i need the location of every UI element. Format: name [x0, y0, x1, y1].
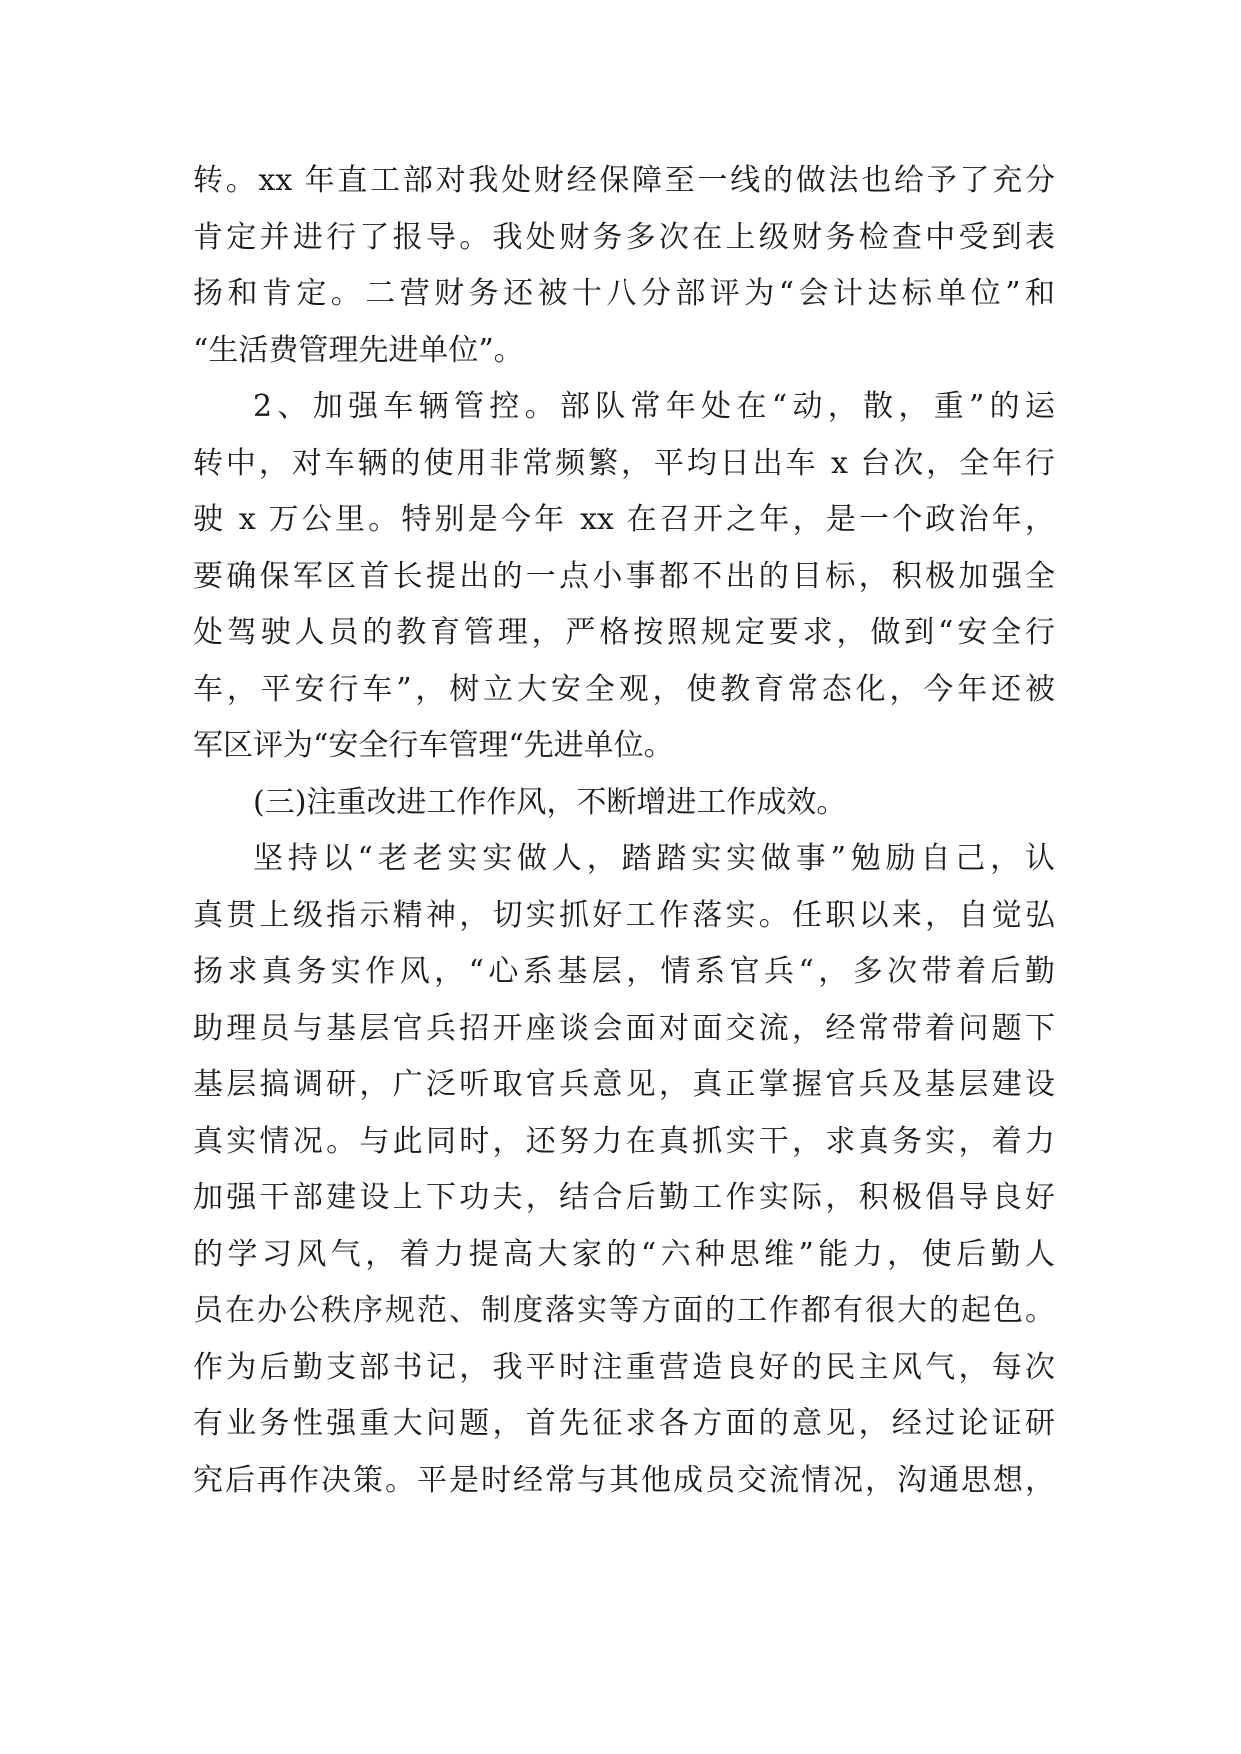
text-line: 基层搞调研，广泛听取官兵意见，真正掌握官兵及基层建设 — [193, 1067, 1055, 1102]
document-body — [193, 153, 1055, 1509]
text-line: “生活费管理先进单位”。 — [193, 332, 524, 368]
text-line: 员在办公秩序规范、制度落实等方面的工作都有很大的起色。 — [193, 1293, 1055, 1328]
text-line: 扬求真务实作风，“心系基层，情系官兵“，多次带着后勤 — [193, 954, 1055, 989]
text-line: 真实情况。与此同时，还努力在真抓实干，求真务实，着力 — [193, 1123, 1055, 1159]
text-line: 坚持以“老老实实做人，踏踏实实做事”勉励自己，认 — [253, 841, 1055, 876]
text-line: 的学习风气，着力提高大家的“六种思维”能力，使后勤人 — [193, 1236, 1055, 1272]
text-line: 转中，对车辆的使用非常频繁，平均日出车 x 台次，全年行 — [193, 445, 1055, 481]
text-line: 要确保军区首长提出的一点小事都不出的目标，积极加强全 — [193, 558, 1055, 594]
text-line: 究后再作决策。平是时经常与其他成员交流情况，沟通思想， — [193, 1462, 1055, 1498]
text-line: 真贯上级指示精神，切实抓好工作落实。任职以来，自觉弘 — [193, 897, 1055, 933]
text-line: 驶 x 万公里。特别是今年 xx 在召开之年，是一个政治年， — [193, 502, 1055, 537]
text-line: 肯定并进行了报导。我处财务多次在上级财务检查中受到表 — [193, 219, 1055, 255]
text-line: 扬和肯定。二营财务还被十八分部评为“会计达标单位”和 — [193, 276, 1055, 311]
text-line: 加强干部建设上下功夫，结合后勤工作实际，积极倡导良好 — [193, 1180, 1055, 1215]
text-line: (三)注重改进工作作风，不断增进工作成效。 — [253, 784, 847, 820]
text-line: 转。xx 年直工部对我处财经保障至一线的做法也给予了充分 — [193, 163, 1055, 198]
text-line: 助理员与基层官兵招开座谈会面对面交流，经常带着问题下 — [193, 1010, 1055, 1046]
text-line: 作为后勤支部书记，我平时注重营造良好的民主风气，每次 — [193, 1349, 1055, 1385]
text-line: 处驾驶人员的教育管理，严格按照规定要求，做到“安全行 — [193, 615, 1055, 650]
text-line: 2、加强车辆管控。部队常年处在“动，散，重”的运 — [253, 389, 1055, 424]
text-line: 军区评为“安全行车管理“先进单位。 — [193, 728, 674, 763]
text-line: 车，平安行车”，树立大安全观，使教育常态化，今年还被 — [193, 671, 1055, 707]
text-line: 有业务性强重大问题，首先征求各方面的意见，经过论证研 — [193, 1406, 1055, 1441]
